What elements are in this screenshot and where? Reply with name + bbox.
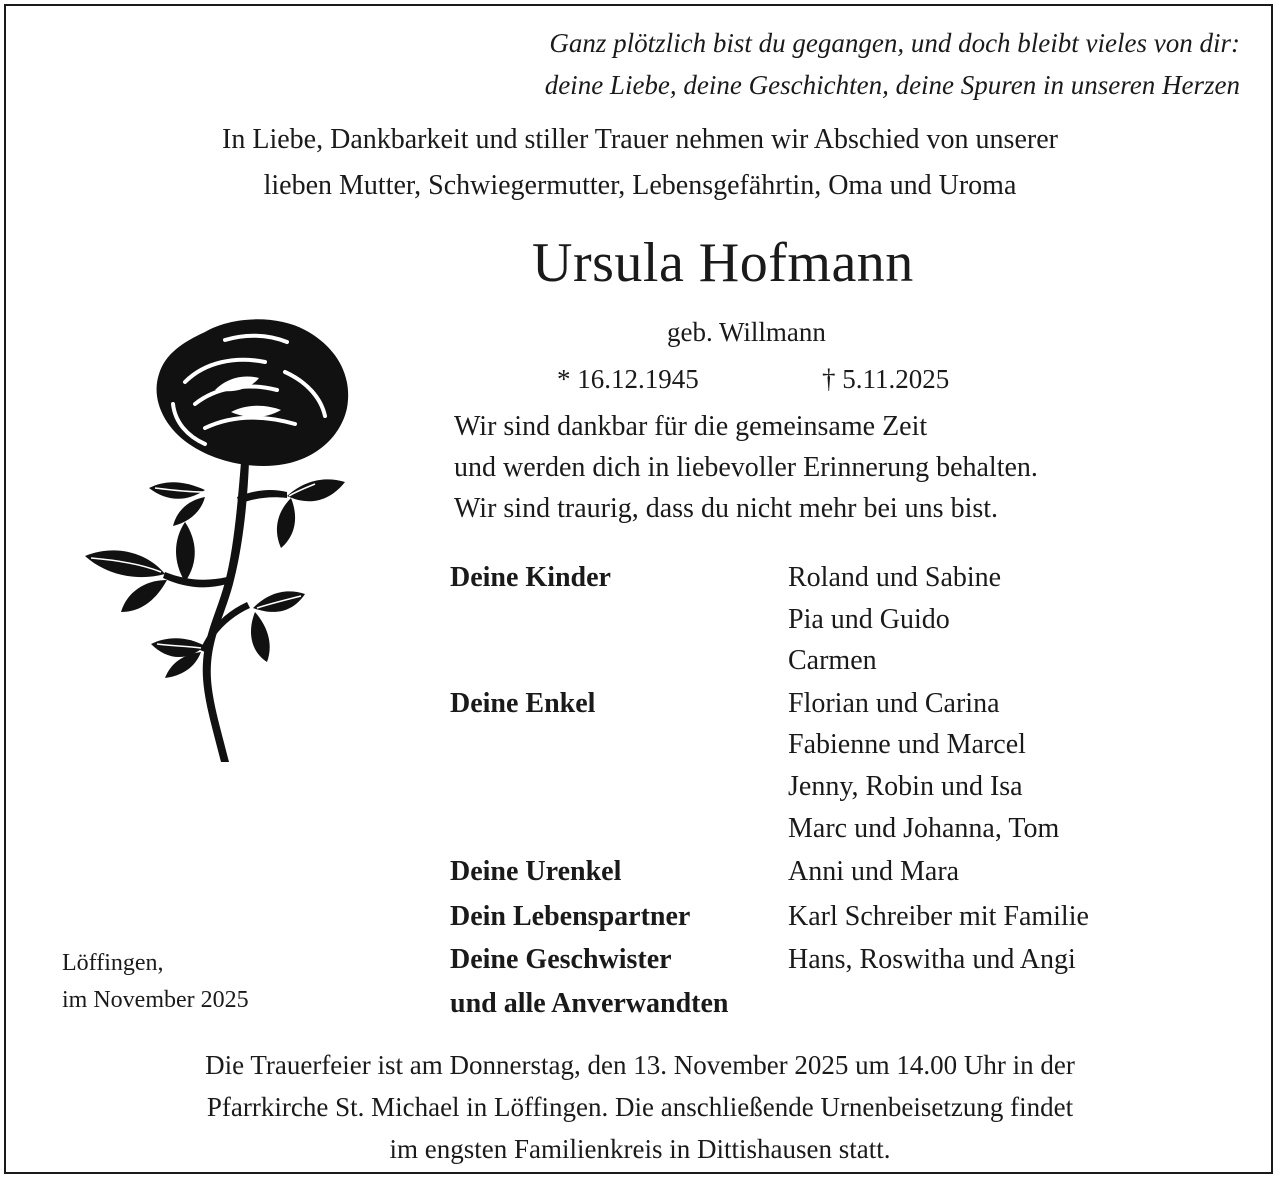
death-date: † 5.11.2025 (822, 364, 950, 394)
mourner-name: Roland und Sabine (788, 562, 1002, 593)
mourner-name: Marc und Johanna, Tom (788, 813, 1060, 844)
mourner-name: Carmen (788, 645, 877, 676)
verse-line-1: Wir sind dankbar für die gemeinsame Zeit (454, 411, 928, 442)
mourner-label-relatives: und alle Anverwandten (450, 988, 729, 1019)
deceased-name: Ursula Hofmann (532, 232, 914, 294)
motto-line-1: Ganz plötzlich bist du gegangen, und doch bleibt vieles von dir: (549, 28, 1240, 58)
motto-line-2: deine Liebe, deine Geschichten, deine Spuren in unseren Herzen (544, 70, 1240, 100)
mourner-name: Anni und Mara (788, 856, 960, 887)
intro-line-2: lieben Mutter, Schwiegermutter, Lebensgefährtin, Oma und Uroma (263, 170, 1017, 201)
intro-line-1: In Liebe, Dankbarkeit und stiller Trauer nehmen wir Abschied von unserer (222, 124, 1058, 155)
place-line-1: Löffingen, (62, 950, 164, 976)
verse-line-2: und werden dich in liebevoller Erinnerung behalten. (454, 452, 1038, 483)
mourner-label-partner: Dein Lebenspartner (450, 901, 691, 932)
mourner-label-children: Deine Kinder (450, 562, 611, 593)
mourner-name: Karl Schreiber mit Familie (788, 901, 1089, 932)
mourner-name: Florian und Carina (788, 688, 1000, 719)
place-line-2: im November 2025 (62, 987, 249, 1013)
mourner-label-great-grandchildren: Deine Urenkel (450, 856, 622, 887)
mourner-label-grandchildren: Deine Enkel (450, 688, 596, 719)
birth-name: geb. Willmann (667, 317, 826, 347)
mourner-name: Hans, Roswitha und Angi (788, 944, 1076, 975)
mourner-label-siblings: Deine Geschwister (450, 944, 672, 975)
birth-date: * 16.12.1945 (557, 364, 699, 394)
mourner-name: Jenny, Robin und Isa (788, 771, 1023, 802)
footer-line-2: Pfarrkirche St. Michael in Löffingen. Die anschließende Urnenbeisetzung findet (206, 1092, 1074, 1122)
mourner-name: Pia und Guido (788, 604, 950, 635)
footer-line-1: Die Trauerfeier ist am Donnerstag, den 13. November 2025 um 14.00 Uhr in der (205, 1050, 1075, 1080)
footer-line-3: im engsten Familienkreis in Dittishausen statt. (389, 1134, 891, 1164)
verse-line-3: Wir sind traurig, dass du nicht mehr bei uns bist. (454, 493, 999, 524)
mourner-name: Fabienne und Marcel (788, 729, 1026, 760)
rose-icon (55, 312, 365, 774)
